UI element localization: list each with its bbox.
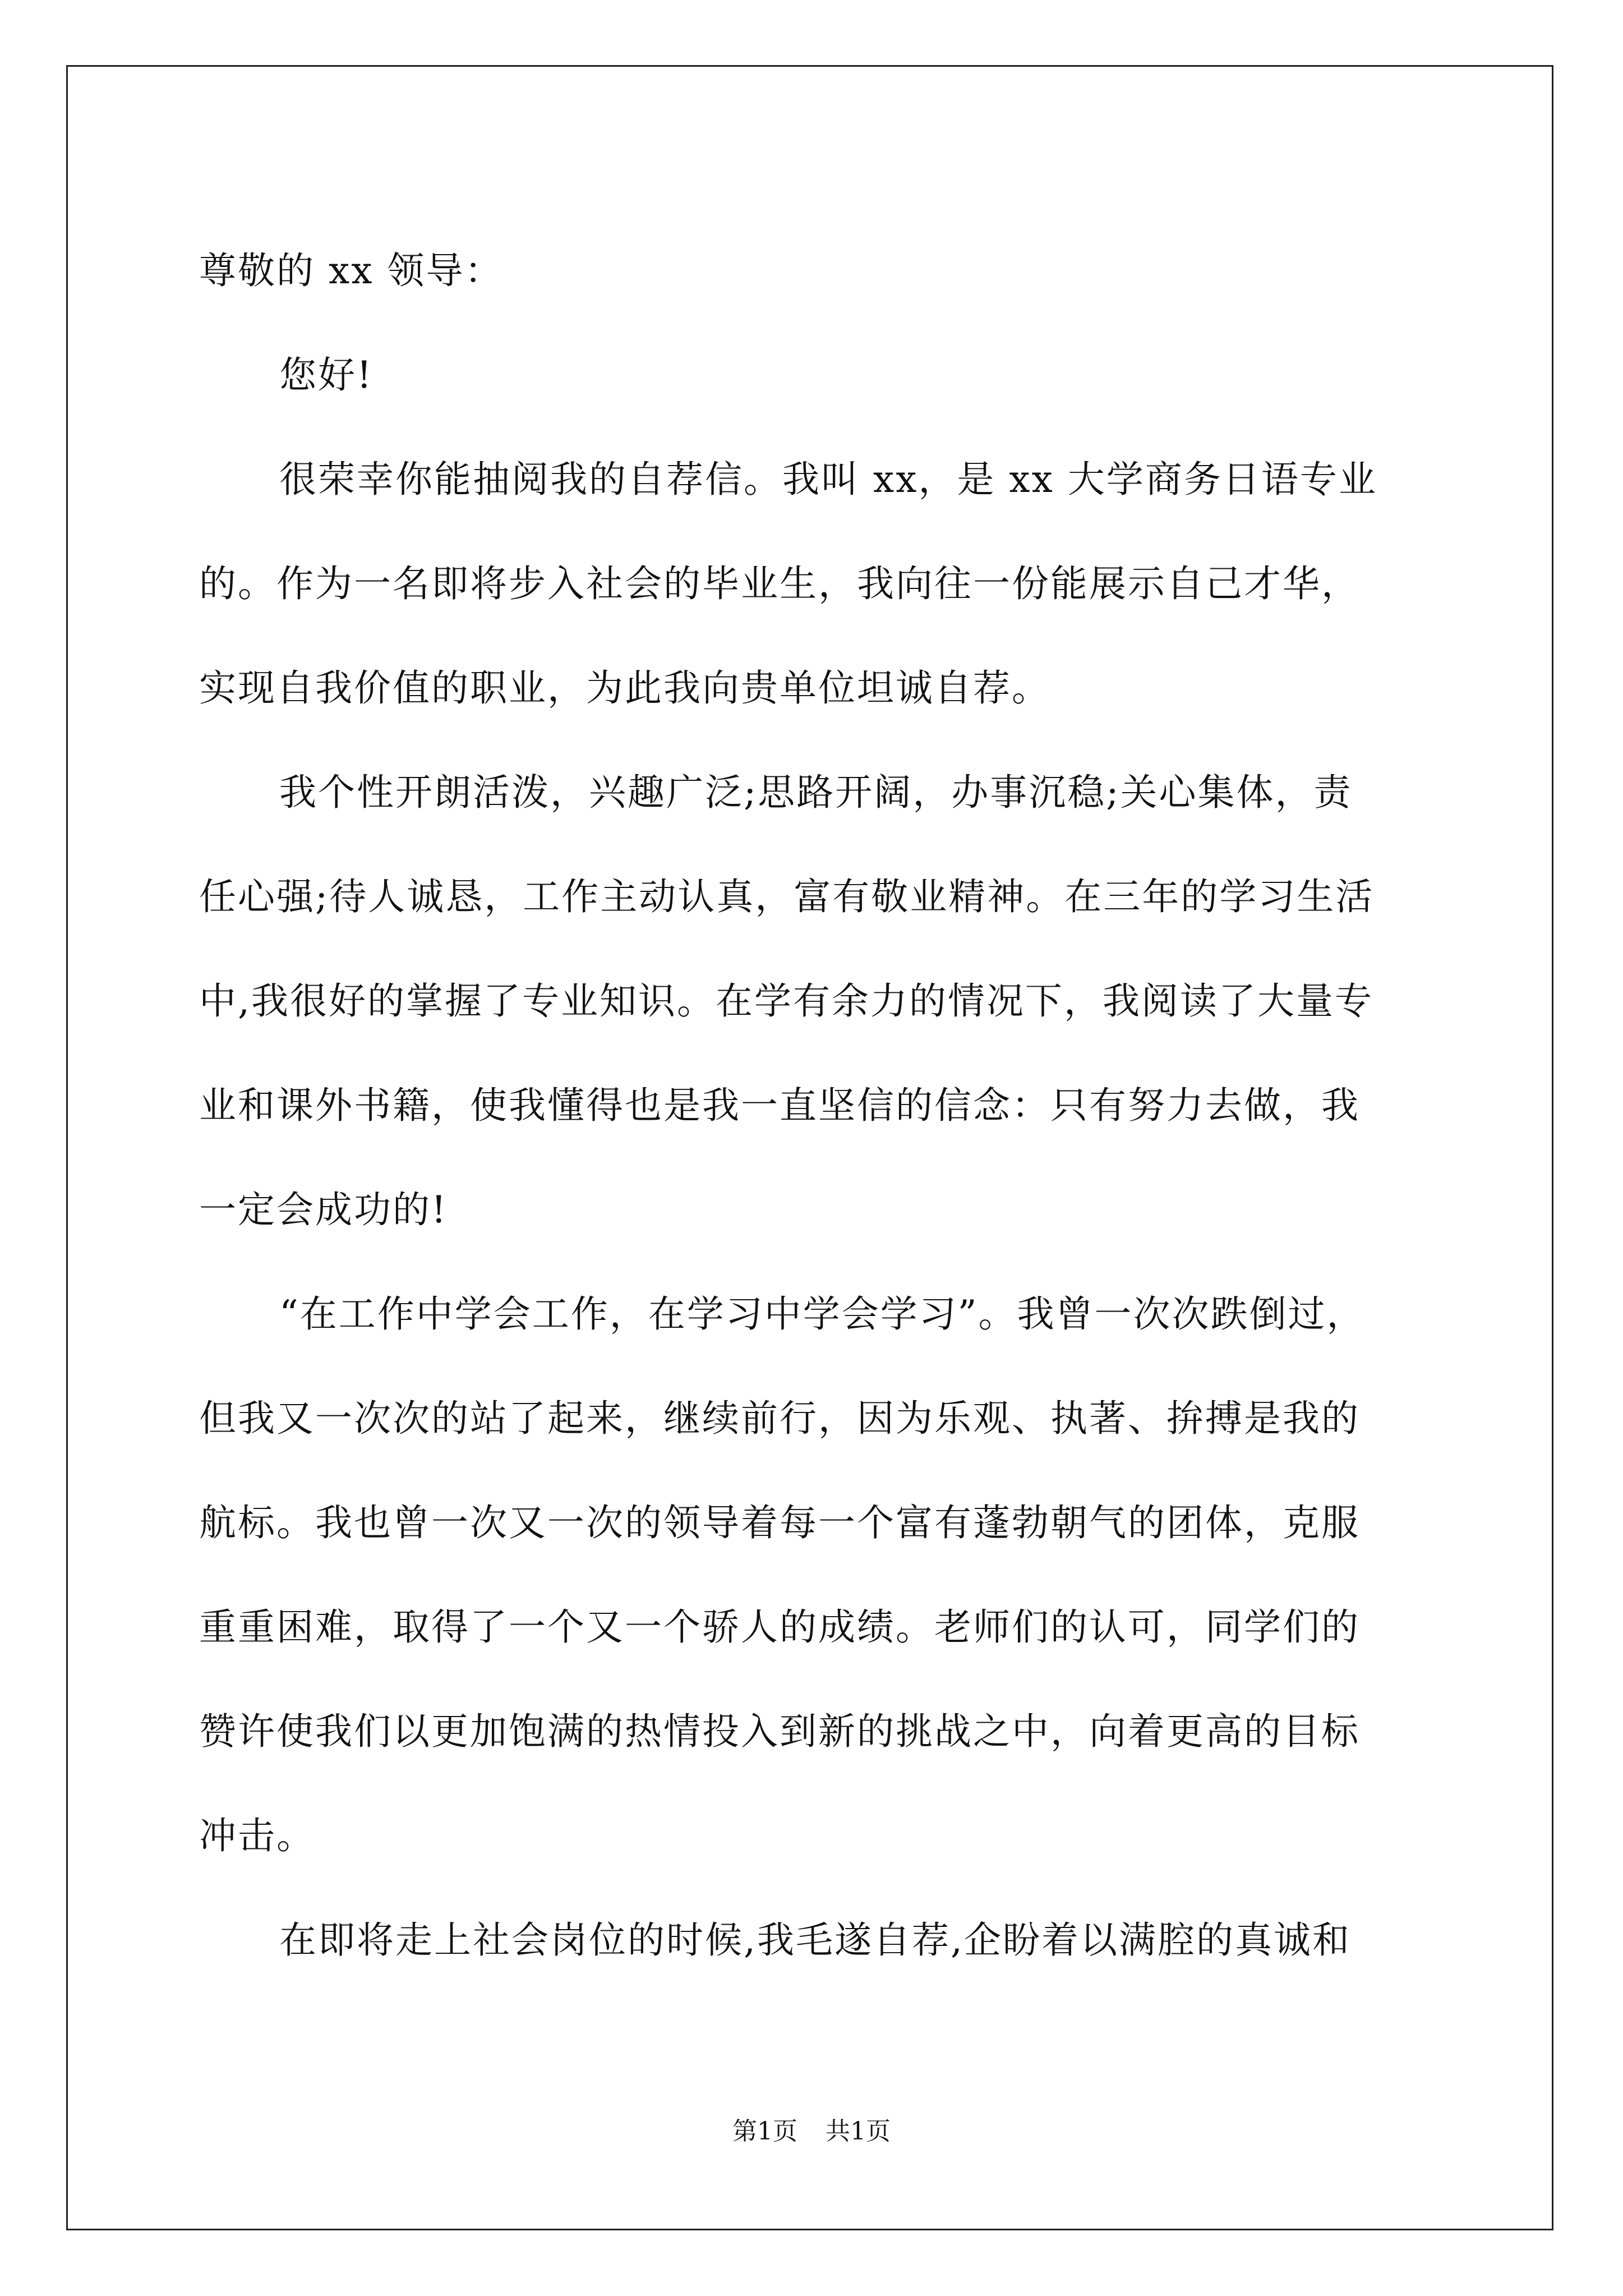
paragraph-3-line-4: 重重困难，取得了一个又一个骄人的成绩。老师们的认可，同学们的 xyxy=(199,1605,1360,1649)
page-number-current: 第1页 xyxy=(732,2117,797,2146)
paragraph-3-line-5: 赞许使我们以更加饱满的热情投入到新的挑战之中，向着更高的目标 xyxy=(199,1710,1360,1753)
paragraph-3-line-6: 冲击。 xyxy=(199,1814,315,1857)
paragraph-2-line-3: 中,我很好的掌握了专业知识。在学有余力的情况下，我阅读了大量专 xyxy=(199,979,1373,1023)
paragraph-2-line-4: 业和课外书籍，使我懂得也是我一直坚信的信念：只有努力去做，我 xyxy=(199,1084,1360,1127)
letter-body xyxy=(199,219,1422,1993)
page-number-total: 共1页 xyxy=(826,2117,891,2146)
paragraph-3-line-2: 但我又一次次的站了起来，继续前行，因为乐观、执著、拚搏是我的 xyxy=(199,1397,1360,1440)
paragraph-2-line-1: 我个性开朗活泼，兴趣广泛;思路开阔，办事沉稳;关心集体，责 xyxy=(279,771,1353,814)
paragraph-1-line-2: 的。作为一名即将步入社会的毕业生，我向往一份能展示自己才华， xyxy=(199,562,1360,605)
paragraph-3-line-3: 航标。我也曾一次又一次的领导着每一个富有蓬勃朝气的团体，克服 xyxy=(199,1501,1360,1544)
paragraph-2-line-5: 一定会成功的! xyxy=(199,1188,448,1231)
paragraph-3-line-1: “在工作中学会工作，在学习中学会学习”。我曾一次次跌倒过， xyxy=(279,1292,1366,1336)
paragraph-1-line-1: 很荣幸你能抽阅我的自荐信。我叫 xx，是 xx 大学商务日语专业 xyxy=(279,458,1377,501)
salutation: 尊敬的 xx 领导： xyxy=(199,249,504,292)
paragraph-1-line-3: 实现自我价值的职业，为此我向贵单位坦诚自荐。 xyxy=(199,666,1050,710)
paragraph-2-line-2: 任心强;待人诚恳，工作主动认真，富有敬业精神。在三年的学习生活 xyxy=(199,875,1375,918)
greeting: 您好! xyxy=(279,353,374,397)
page-footer xyxy=(0,2115,1623,2148)
paragraph-4-line-1: 在即将走上社会岗位的时候,我毛遂自荐,企盼着以满腔的真诚和 xyxy=(279,1918,1351,1962)
